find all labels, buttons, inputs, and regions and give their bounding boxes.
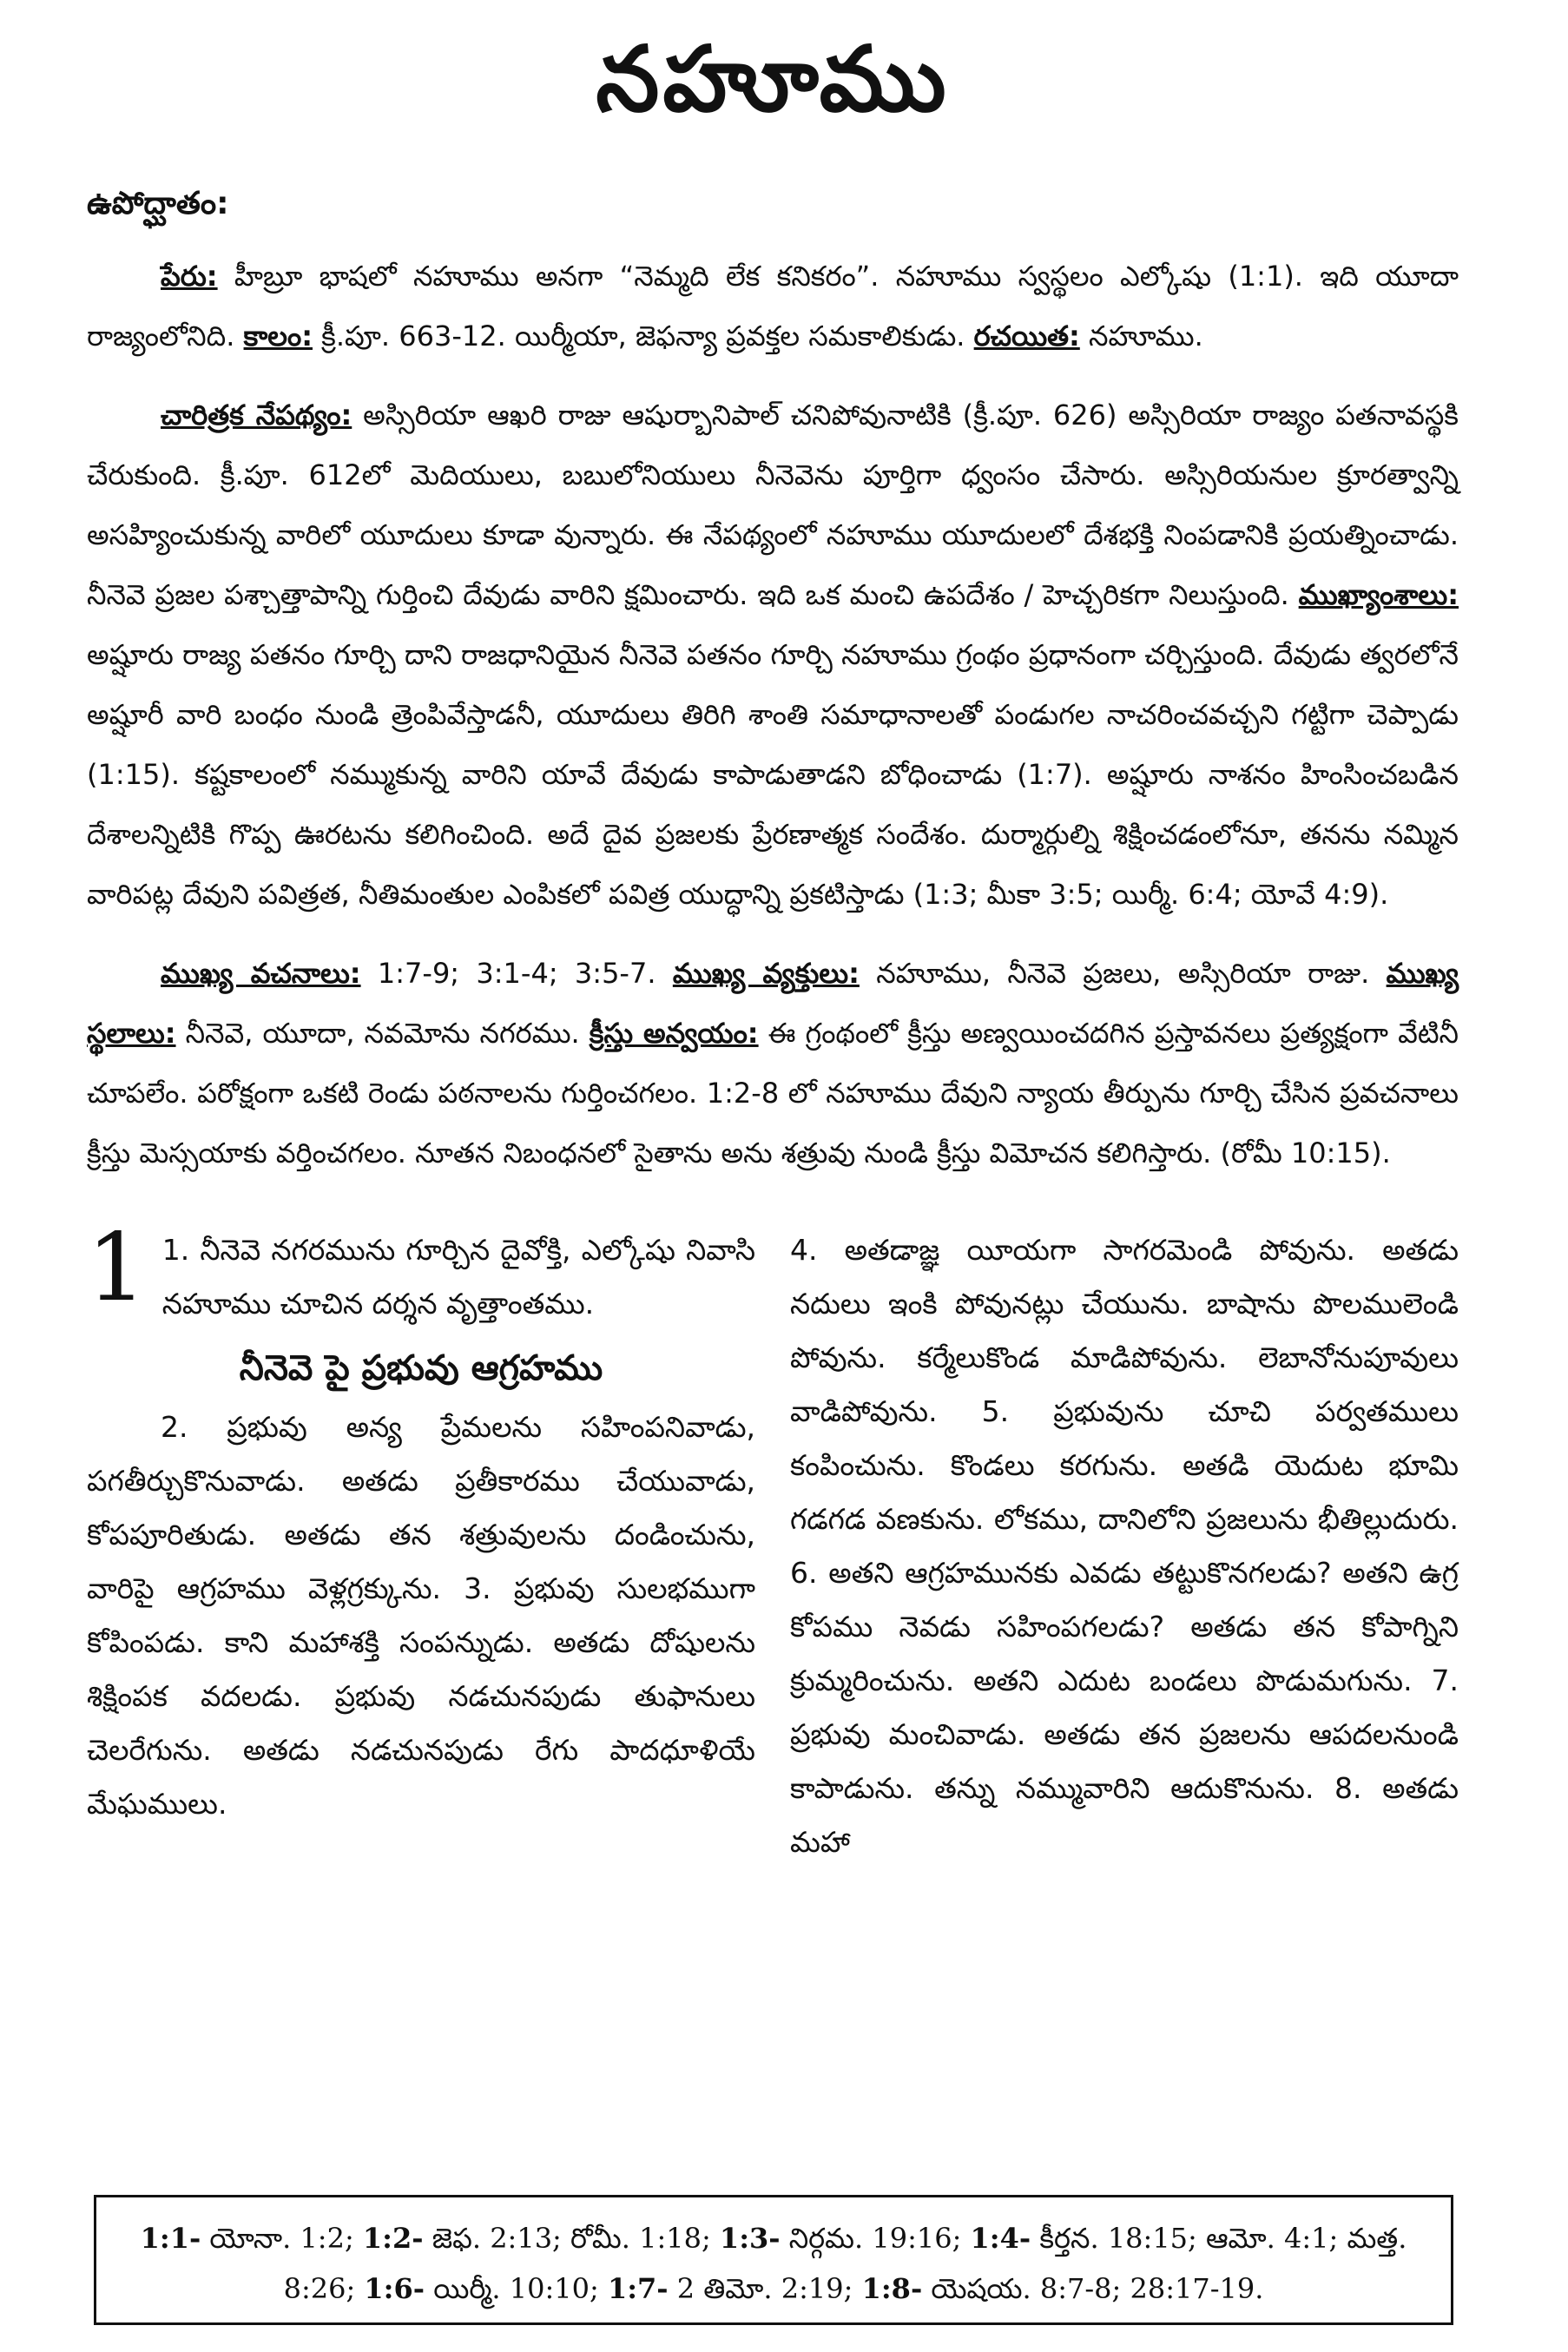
- label-period: కాలం:: [243, 320, 313, 352]
- label-background: చారిత్రక నేపథ్యం:: [161, 399, 352, 432]
- ref-value: జెఫ. 2:13; రోమీ. 1:18;: [423, 2222, 720, 2255]
- ref-key: 1:7-: [607, 2272, 669, 2305]
- text-period: క్రీ.పూ. 663-12. యిర్మీయా, జెఫన్యా ప్రవక్తల సమకాలికుడు.: [313, 320, 974, 352]
- cross-references-box: [94, 2195, 1453, 2325]
- intro-paragraph-background: [87, 385, 1459, 925]
- text-key-people: నహూము, నీనెవె ప్రజలు, అస్సిరియా రాజు.: [859, 957, 1387, 990]
- ref-value: కీర్తన. 18:15; ఆమో. 4:1; మత్త. 8:26;: [283, 2222, 1407, 2305]
- label-key-verses: ముఖ్య వచనాలు:: [161, 957, 361, 990]
- ref-value: యోనా. 1:2;: [201, 2222, 363, 2255]
- text-christ: ఈ గ్రంథంలో క్రీస్తు అణ్వయించదగిన ప్రస్తావనలు ప్రత్యక్షంగా వేటినీ చూపలేం. పరోక్షంగా ఒకటి రెండు పఠనాలను గుర్తించగలం. 1:2-8 లో నహూము దేవుని న్యాయ తీర్పును గూర్చి చేసిన ప్రవచనాలు క్రీస్తు మెస్సయాకు వర్తించగలం. నూతన నిబంధనలో సైతాను అను శత్రువు నుండి క్రీస్తు విమోచన కలిగిస్తారు. (రోమీ 10:15).: [87, 1017, 1459, 1169]
- verse-1: 1. నీనెవె నగరమును గూర్చిన దైవోక్తి, ఎల్కోషు నివాసి నహూము చూచిన దర్శన వృత్తాంతము.: [161, 1233, 755, 1321]
- ref-value: నిర్గమ. 19:16;: [780, 2222, 971, 2255]
- ref-key: 1:3-: [719, 2222, 781, 2255]
- label-key-places: ముఖ్య స్థలాలు:: [87, 957, 1459, 1050]
- ref-value: యిర్మీ. 10:10;: [425, 2272, 608, 2305]
- ref-key: 1:6-: [364, 2272, 425, 2305]
- ref-key: 1:2-: [362, 2222, 424, 2255]
- intro-paragraph-keys: [87, 944, 1459, 1183]
- ref-value: యెషయ. 8:7-8; 28:17-19.: [922, 2272, 1264, 2305]
- left-column: [87, 1214, 755, 1869]
- ref-key: 1:8-: [861, 2272, 923, 2305]
- intro-heading: ఉపోద్ఘాతం:: [87, 186, 229, 221]
- introduction: [87, 247, 1459, 1183]
- label-key-people: ముఖ్య వ్యక్తులు:: [672, 957, 860, 990]
- left-column-text: 2. ప్రభువు అన్య ప్రేమలను సహింపనివాడు, పగతీర్చుకొనువాడు. అతడు ప్రతీకారము చేయువాడు, కోపపూరితుడు. అతడు తన శత్రువులను దండించును, వారిపై ఆగ్రహము వెళ్లగ్రక్కును. 3. ప్రభువు సులభముగా కోపింపడు. కాని మహాశక్తి సంపన్నుడు. అతడు దోషులను శిక్షింపక వదలడు. ప్రభువు నడచునపుడు తుఫానులు చెలరేగును. అతడు నడచునపుడు రేగు పాదధూళియే మేఘములు.: [87, 1410, 755, 1821]
- label-themes: ముఖ్యాంశాలు:: [1298, 578, 1459, 611]
- intro-paragraph-name: [87, 247, 1459, 366]
- section-heading: నీనెవె పై ప్రభువు ఆగ్రహము: [239, 1348, 603, 1388]
- text-themes: అష్షూరు రాజ్య పతనం గూర్చి దాని రాజధానియైన నీనెవె పతనం గూర్చి నహూము గ్రంథం ప్రధానంగా చర్చిస్తుంది. దేవుడు త్వరలోనే అష్షూరీ వారి బంధం నుండి త్రెంపివేస్తాడనీ, యూదులు తిరిగి శాంతి సమాధానాలతో పండుగల నాచరించవచ్చని గట్టిగా చెప్పాడు (1:15). కష్టకాలంలో నమ్ముకున్న వారిని యావే దేవుడు కాపాడుతాడని బోధించాడు (1:7). అష్షూరు నాశనం హింసించబడిన దేశాలన్నిటికి గొప్ప ఊరటను కలిగించింది. అదే దైవ ప్రజలకు ప్రేరణాత్మక సందేశం. దుర్మార్గుల్ని శిక్షించడంలోనూ, తనను నమ్మిన వారిపట్ల దేవుని పవిత్రత, నీతిమంతుల ఎంపికలో పవిత్ర యుద్ధాన్ని ప్రకటిస్తాడు (1:3; మీకా 3:5; యిర్మీ. 6:4; యోవే 4:9).: [87, 638, 1459, 911]
- text-background: అస్సిరియా ఆఖరి రాజు ఆషుర్బానిపాల్ చనిపోవునాటికి (క్రీ.పూ. 626) అస్సిరియా రాజ్యం పతనావస్థకి చేరుకుంది. క్రీ.పూ. 612లో మెదియులు, బబులోనియులు నీనెవెను పూర్తిగా ధ్వంసం చేసారు. అస్సిరియనుల క్రూరత్వాన్ని అసహ్యించుకున్న వారిలో యూదులు కూడా వున్నారు. ఈ నేపథ్యంలో నహూము యూదులలో దేశభక్తి నింపడానికి ప్రయత్నించాడు. నీనెవె ప్రజల పశ్చాత్తాపాన్ని గుర్తించి దేవుడు వారిని క్షమించారు. ఇది ఒక మంచి ఉపదేశం / హెచ్చరికగా నిలుస్తుంది.: [87, 399, 1459, 611]
- right-column: [790, 1223, 1459, 1869]
- right-column-text: 4. అతడాజ్ఞ యీయగా సాగరమెండి పోవును. అతడు నదులు ఇంకి పోవునట్లు చేయును. బాషాను పొలములెండి పోవును. కర్మేలుకొండ మాడిపోవును. లెబానోనుపూవులు వాడిపోవును. 5. ప్రభువును చూచి పర్వతములు కంపించును. కొండలు కరగును. అతడి యెదుట భూమి గడగడ వణకును. లోకము, దానిలోని ప్రజలును భీతిల్లుదురు. 6. అతని ఆగ్రహమునకు ఎవడు తట్టుకొనగలడు? అతని ఉగ్ర కోపము నెవడు సహింపగలడు? అతడు తన కోపాగ్నిని క్రుమ్మరించును. అతని ఎదుట బండలు పొడుమగును. 7. ప్రభువు మంచివాడు. అతడు తన ప్రజలను ఆపదలనుండి కాపాడును. తన్ను నమ్మువారిని ఆదుకొనును. 8. అతడు మహా: [790, 1233, 1459, 1859]
- label-author: రచయిత:: [973, 320, 1080, 352]
- chapter-columns: [87, 1214, 1459, 1869]
- book-title: నహూము: [596, 26, 950, 132]
- chapter-number: 1: [87, 1214, 147, 1322]
- label-name: పేరు:: [161, 260, 218, 293]
- label-christ: క్రీస్తు అన్వయం:: [589, 1017, 759, 1050]
- ref-key: 1:4-: [970, 2222, 1031, 2255]
- text-author: నహూము.: [1079, 320, 1203, 352]
- text-key-verses: 1:7-9; 3:1-4; 3:5-7.: [360, 957, 673, 990]
- ref-key: 1:1-: [140, 2222, 201, 2255]
- ref-value: 2 తిమో. 2:19;: [668, 2272, 862, 2305]
- text-name: హీబ్రూ భాషలో నహూము అనగా “నెమ్మది లేక కనికరం”. నహూము స్వస్థలం ఎల్కోషు (1:1). ఇది యూదా రాజ్యంలోనిది.: [87, 260, 1459, 352]
- text-key-places: నీనెవె, యూదా, నవమోను నగరము.: [175, 1017, 590, 1050]
- document-page: [87, 26, 1459, 1869]
